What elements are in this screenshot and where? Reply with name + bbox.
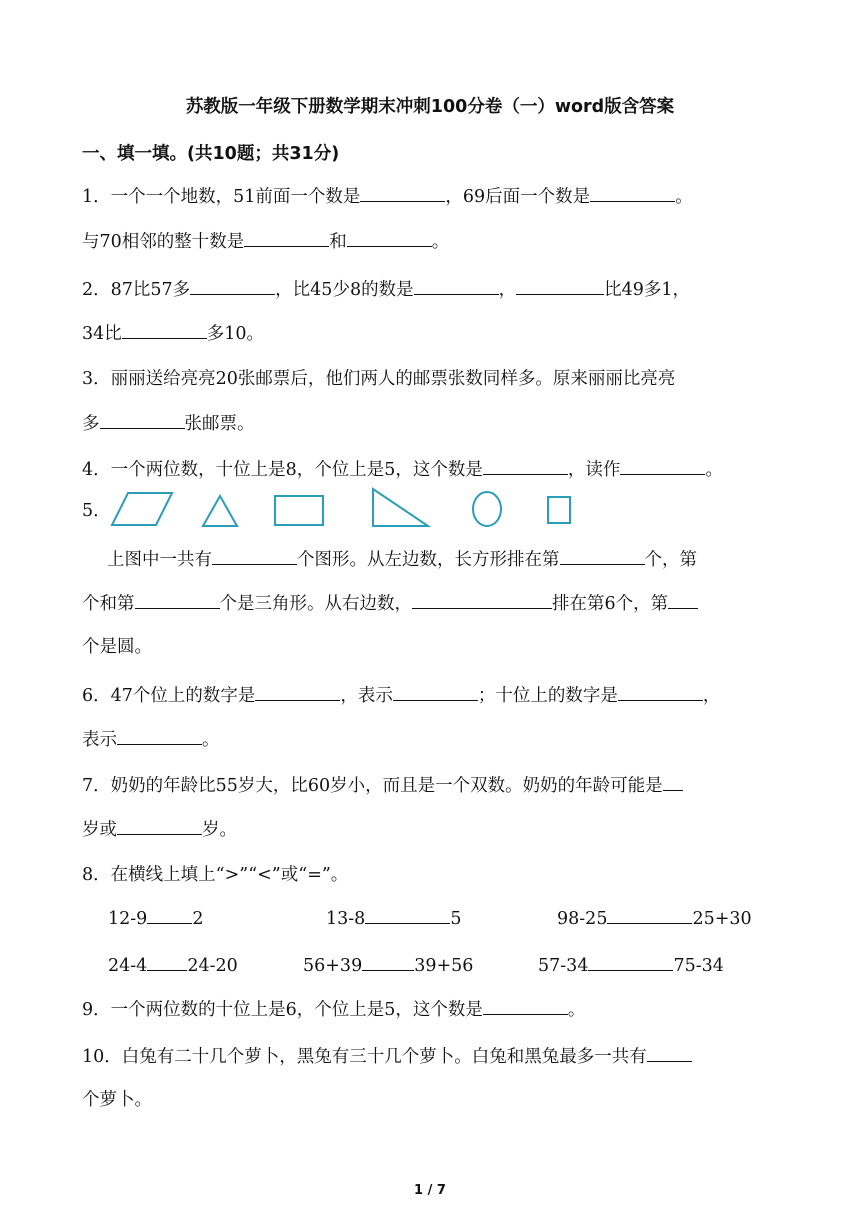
- triangle-shape: [203, 496, 237, 526]
- answer-blank[interactable]: [483, 996, 568, 1015]
- question-6-line-1: 6．47个位上的数字是 ，表示 ；十位上的数字是 ，: [82, 682, 782, 709]
- compare-item: 24-4 24-20: [108, 952, 238, 976]
- question-5-line-3: 个是圆。: [82, 637, 152, 657]
- compare-item: 57-34 75-34: [538, 952, 724, 976]
- answer-blank[interactable]: [100, 410, 185, 429]
- answer-blank[interactable]: [414, 276, 499, 295]
- right-triangle-shape: [373, 489, 428, 526]
- answer-blank[interactable]: [360, 183, 445, 202]
- question-2-line-2: 34比 多10。: [82, 320, 782, 347]
- answer-blank[interactable]: [588, 952, 673, 971]
- parallelogram-shape: [112, 493, 172, 525]
- answer-blank[interactable]: [607, 905, 692, 924]
- answer-blank[interactable]: [483, 456, 568, 475]
- question-2-line-1: 2．87比57多 ，比45少8的数是 ， 比49多1，: [82, 276, 782, 303]
- answer-blank[interactable]: [668, 590, 698, 609]
- answer-blank[interactable]: [117, 726, 202, 745]
- answer-blank[interactable]: [212, 546, 297, 565]
- answer-blank[interactable]: [393, 682, 478, 701]
- answer-blank[interactable]: [135, 590, 220, 609]
- question-1-line-1: 1．一个一个地数，51前面一个数是 ，69后面一个数是 。: [82, 183, 782, 210]
- question-5-line-2: 个和第 个是三角形。从右边数， 排在第6个，第: [82, 590, 782, 617]
- answer-blank[interactable]: [122, 320, 207, 339]
- answer-blank[interactable]: [412, 590, 552, 609]
- answer-blank[interactable]: [647, 1043, 692, 1062]
- compare-item: 56+39 39+56: [303, 952, 473, 976]
- compare-item: 98-25 25+30: [557, 905, 752, 929]
- question-4: 4．一个两位数，十位上是8，个位上是5，这个数是 ，读作 。: [82, 456, 782, 483]
- answer-blank[interactable]: [190, 276, 275, 295]
- question-7-line-2: 岁或 岁。: [82, 816, 782, 843]
- answer-blank[interactable]: [663, 772, 683, 791]
- answer-blank[interactable]: [362, 952, 414, 971]
- question-10-line-2: 个萝卜。: [82, 1090, 152, 1110]
- answer-blank[interactable]: [618, 682, 703, 701]
- answer-blank[interactable]: [620, 456, 705, 475]
- answer-blank[interactable]: [147, 952, 187, 971]
- answer-blank[interactable]: [516, 276, 604, 295]
- compare-item: 12-9 2: [108, 905, 203, 929]
- answer-blank[interactable]: [560, 546, 645, 565]
- answer-blank[interactable]: [255, 682, 340, 701]
- answer-blank[interactable]: [347, 228, 432, 247]
- question-6-line-2: 表示 。: [82, 726, 782, 753]
- question-1-line-2: 与70相邻的整十数是 和 。: [82, 228, 782, 255]
- compare-item: 13-8 5: [326, 905, 461, 929]
- answer-blank[interactable]: [365, 905, 450, 924]
- circle-shape: [473, 492, 501, 526]
- question-5-line-1: 上图中一共有 个图形。从左边数，长方形排在第 个，第: [107, 546, 782, 573]
- question-8: 8．在横线上填上“>”“<”或“=”。: [82, 865, 349, 885]
- question-3-line-2: 多 张邮票。: [82, 410, 782, 437]
- question-10-line-1: 10．白兔有二十几个萝卜，黑兔有三十几个萝卜。白兔和黑兔最多一共有: [82, 1043, 782, 1070]
- shapes-figure: [100, 484, 600, 534]
- page-number: 1 / 7: [414, 1183, 446, 1198]
- section-heading: 一、填一填。(共10题；共31分): [82, 144, 340, 164]
- answer-blank[interactable]: [117, 816, 202, 835]
- answer-blank[interactable]: [590, 183, 675, 202]
- page-title: 苏教版一年级下册数学期末冲刺100分卷（一）word版含答案: [185, 97, 675, 117]
- question-5-number: 5．: [82, 501, 111, 521]
- rectangle-shape: [275, 496, 323, 525]
- answer-blank[interactable]: [147, 905, 192, 924]
- answer-blank[interactable]: [244, 228, 329, 247]
- question-3-line-1: 3．丽丽送给亮亮20张邮票后，他们两人的邮票张数同样多。原来丽丽比亮亮: [82, 369, 676, 389]
- square-shape: [548, 497, 570, 523]
- question-7-line-1: 7．奶奶的年龄比55岁大，比60岁小，而且是一个双数。奶奶的年龄可能是: [82, 772, 782, 799]
- question-9: 9．一个两位数的十位上是6，个位上是5，这个数是 。: [82, 996, 782, 1023]
